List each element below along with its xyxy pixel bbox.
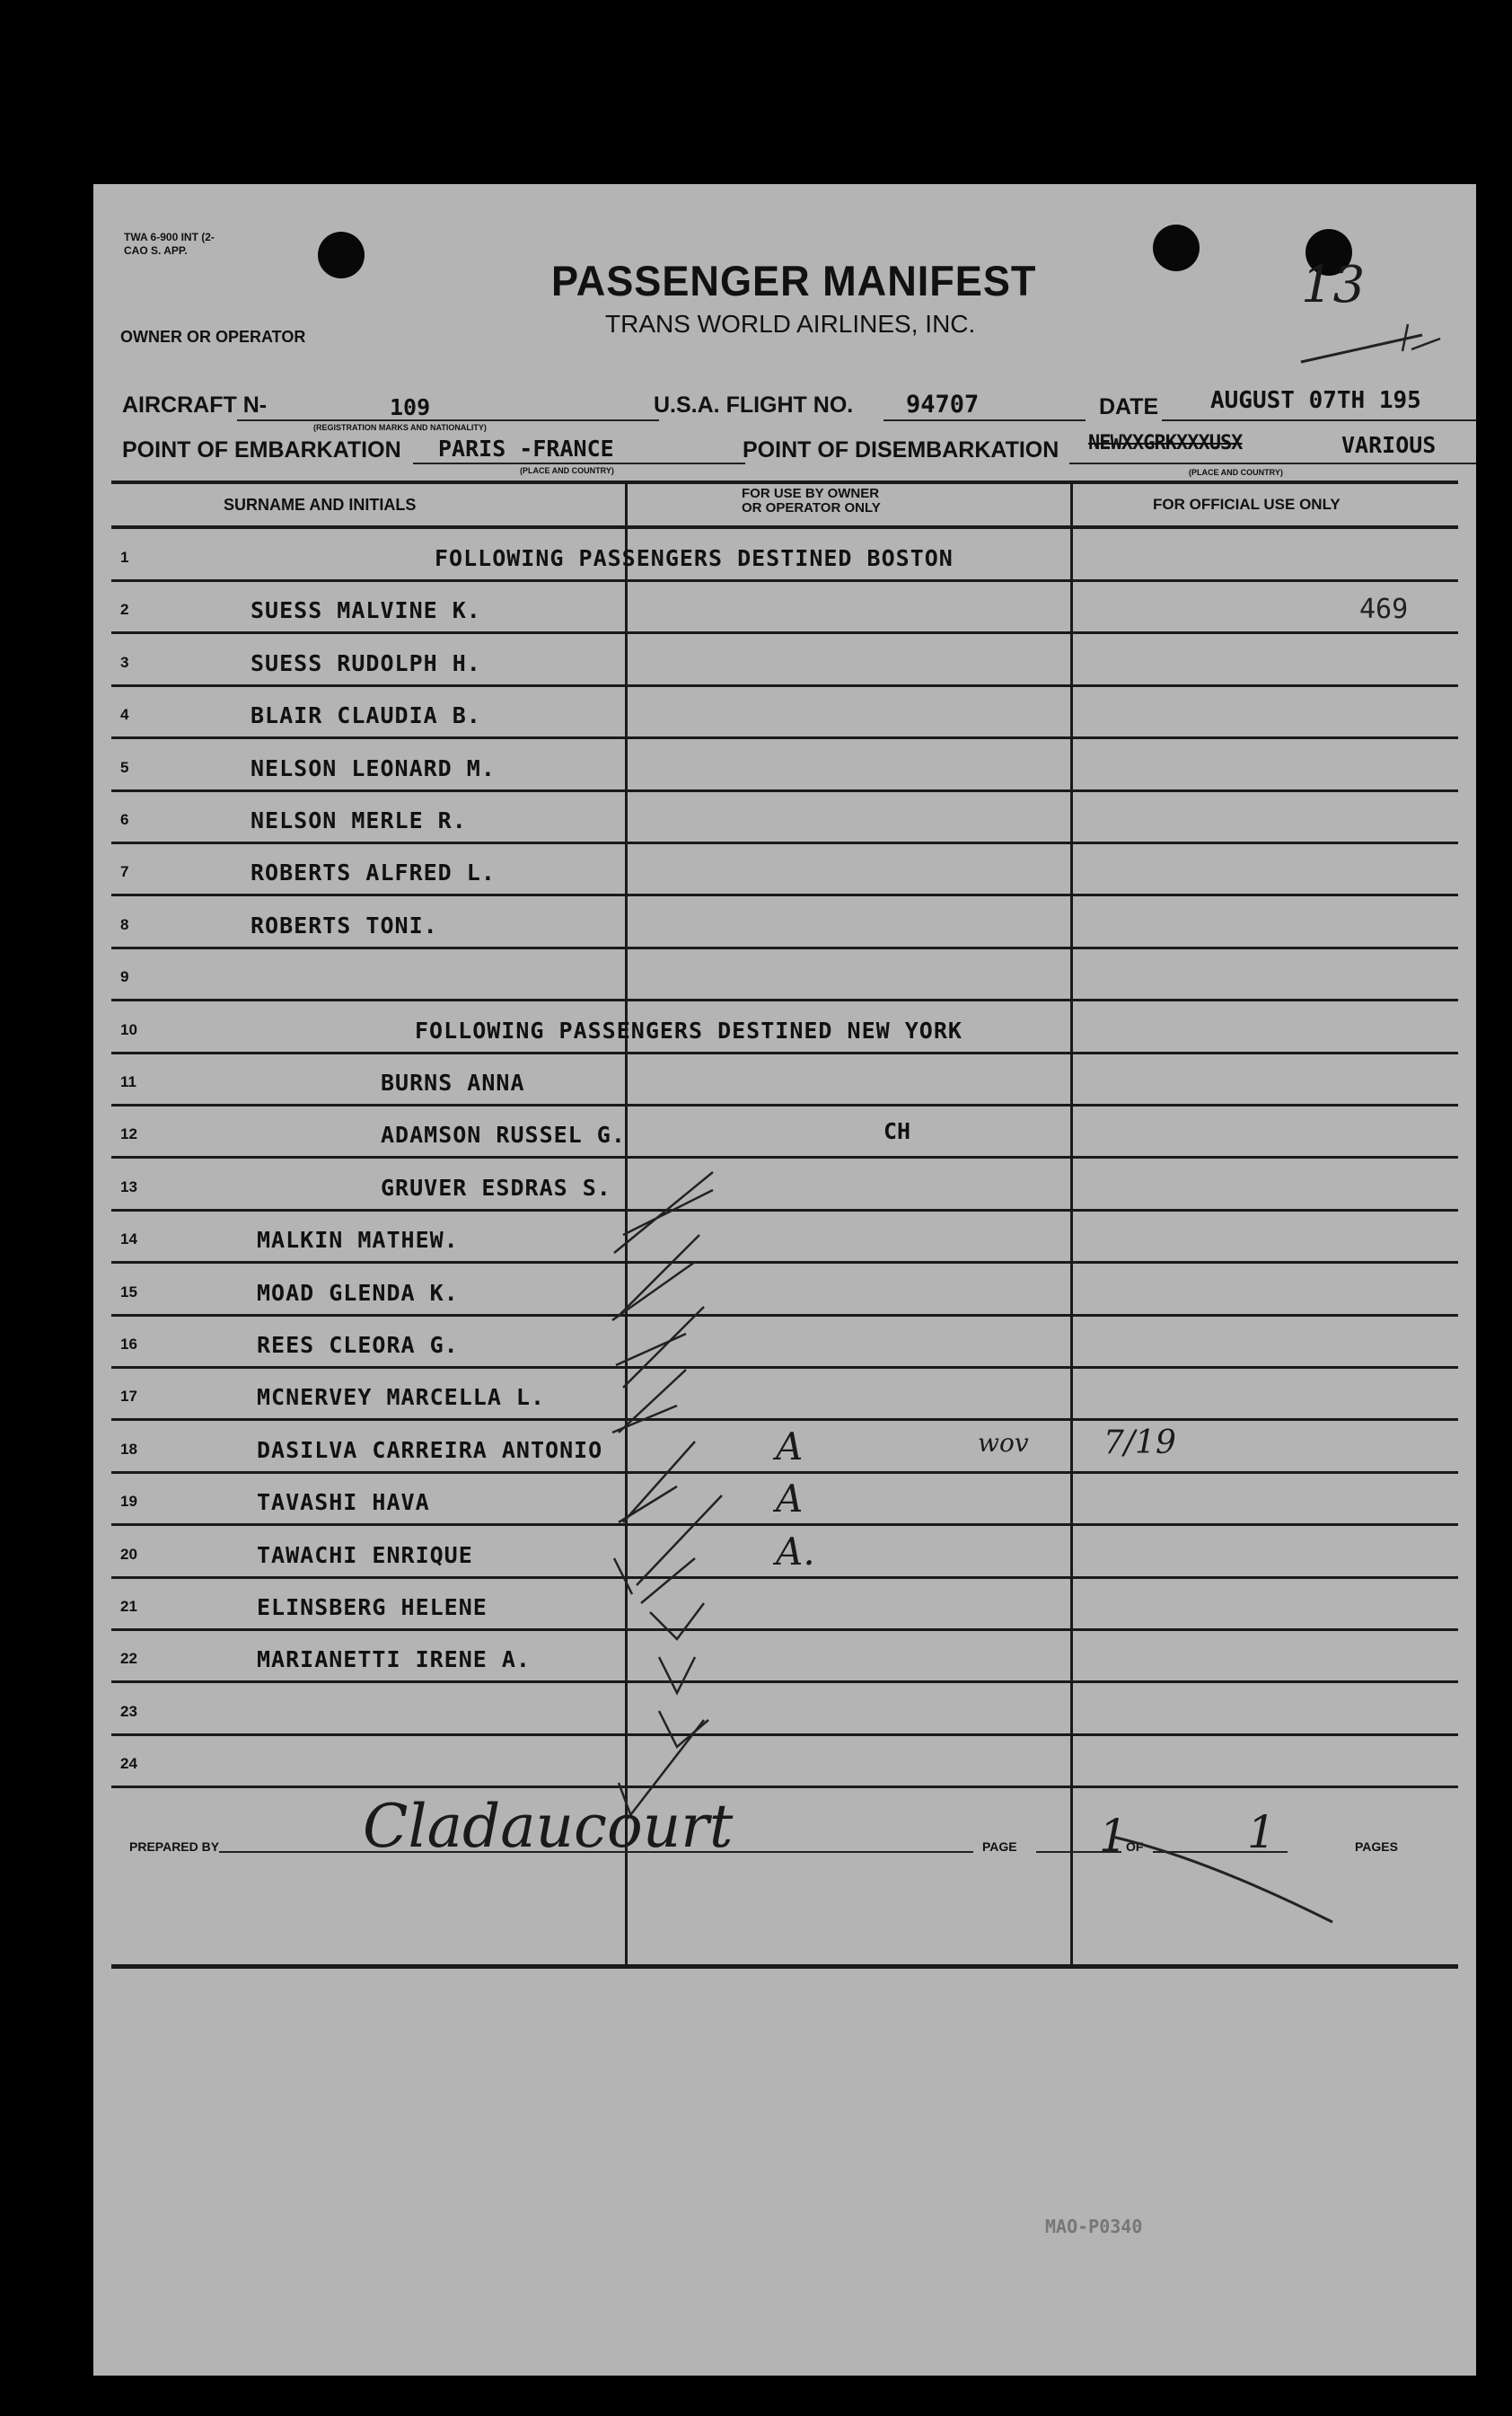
row-number: 9 bbox=[120, 968, 129, 986]
aircraft-underline bbox=[237, 419, 659, 421]
table-row bbox=[111, 896, 1458, 948]
form-number bbox=[124, 231, 215, 258]
page-mark-stroke bbox=[1297, 319, 1458, 373]
airline-name: TRANS WORLD AIRLINES, INC. bbox=[605, 310, 976, 338]
owner-label: OWNER OR OPERATOR bbox=[120, 328, 306, 346]
punch-hole-center bbox=[1153, 225, 1200, 271]
passenger-name: ROBERTS TONI. bbox=[251, 912, 438, 939]
row18-note: wov bbox=[978, 1428, 1029, 1458]
disembark-label: POINT OF DISEMBARKATION bbox=[743, 437, 1059, 463]
section-heading: FOLLOWING PASSENGERS DESTINED NEW YORK bbox=[415, 1017, 963, 1044]
disembark-underline bbox=[1069, 463, 1476, 464]
aircraft-value: 109 bbox=[390, 394, 431, 420]
passenger-name: GRUVER ESDRAS S. bbox=[381, 1174, 611, 1201]
passenger-name: ROBERTS ALFRED L. bbox=[251, 860, 496, 886]
embark-caption: (PLACE AND COUNTRY) bbox=[520, 466, 614, 475]
embark-label: POINT OF EMBARKATION bbox=[122, 437, 401, 463]
table-bottom-rule bbox=[111, 1964, 1458, 1969]
passenger-name: SUESS MALVINE K. bbox=[251, 597, 481, 624]
row-number: 17 bbox=[120, 1388, 137, 1406]
table-row bbox=[111, 1001, 1458, 1054]
row-number: 7 bbox=[120, 863, 129, 881]
row-number: 3 bbox=[120, 653, 129, 671]
page-mark: 13 bbox=[1301, 256, 1366, 314]
table-row bbox=[111, 948, 1458, 1001]
row-number: 13 bbox=[120, 1177, 137, 1195]
date-underline bbox=[1162, 419, 1476, 421]
punch-hole-left bbox=[318, 232, 365, 278]
row-number: 6 bbox=[120, 811, 129, 828]
aircraft-label: AIRCRAFT N- bbox=[122, 392, 268, 418]
table-row bbox=[111, 1054, 1458, 1106]
passenger-name: MOAD GLENDA K. bbox=[257, 1279, 459, 1306]
table-row bbox=[111, 581, 1458, 633]
passenger-name: BURNS ANNA bbox=[381, 1070, 525, 1096]
column-header-owner bbox=[742, 487, 881, 516]
table-row bbox=[111, 686, 1458, 738]
of-value: 1 bbox=[1247, 1806, 1276, 1858]
archive-stamp: MAO-P0340 bbox=[1045, 2216, 1143, 2237]
row-number: 19 bbox=[120, 1493, 137, 1511]
date-value: AUGUST 07TH 195 bbox=[1210, 387, 1421, 414]
page-title: PASSENGER MANIFEST bbox=[551, 257, 1037, 304]
row-number: 10 bbox=[120, 1020, 137, 1038]
of-label: OF bbox=[1126, 1839, 1144, 1854]
table-top-rule bbox=[111, 481, 1458, 484]
flight-label: U.S.A. FLIGHT NO. bbox=[654, 392, 854, 418]
row-number: 8 bbox=[120, 915, 129, 933]
row-number: 16 bbox=[120, 1336, 137, 1353]
row-number: 15 bbox=[120, 1283, 137, 1301]
table-row bbox=[111, 634, 1458, 686]
page-slash bbox=[1108, 1828, 1341, 1927]
passenger-name: TAVASHI HAVA bbox=[257, 1489, 430, 1516]
pages-label: PAGES bbox=[1355, 1839, 1398, 1854]
official-entry: 469 bbox=[1359, 594, 1409, 626]
row-number: 24 bbox=[120, 1755, 137, 1773]
column-header-owner-line1: FOR USE BY OWNER bbox=[742, 486, 880, 501]
form-number-line1: TWA 6-900 INT (2- bbox=[124, 231, 215, 243]
flight-value: 94707 bbox=[906, 391, 980, 419]
row-number: 22 bbox=[120, 1650, 137, 1668]
row-number: 14 bbox=[120, 1230, 137, 1248]
section-heading: FOLLOWING PASSENGERS DESTINED BOSTON bbox=[435, 545, 954, 571]
official-entry: 7/19 bbox=[1103, 1424, 1176, 1461]
form-number-line2: CAO S. APP. bbox=[124, 244, 188, 257]
table-row bbox=[111, 843, 1458, 895]
disembark-caption: (PLACE AND COUNTRY) bbox=[1189, 468, 1283, 477]
disembark-value: VARIOUS bbox=[1341, 432, 1437, 458]
embark-underline bbox=[413, 463, 745, 464]
row-number: 5 bbox=[120, 758, 129, 776]
passenger-name: TAWACHI ENRIQUE bbox=[257, 1541, 473, 1568]
embark-value: PARIS -FRANCE bbox=[438, 436, 614, 462]
passenger-name: DASILVA CARREIRA ANTONIO bbox=[257, 1436, 603, 1463]
row-number: 1 bbox=[120, 549, 129, 566]
page-label: PAGE bbox=[982, 1839, 1017, 1854]
table-row bbox=[111, 791, 1458, 843]
page-value: 1 bbox=[1099, 1810, 1128, 1862]
row-number: 4 bbox=[120, 706, 129, 724]
row-number: 21 bbox=[120, 1598, 137, 1615]
row-number: 11 bbox=[120, 1073, 136, 1090]
passenger-name: NELSON MERLE R. bbox=[251, 807, 467, 833]
passenger-name: BLAIR CLAUDIA B. bbox=[251, 702, 481, 729]
passenger-name: MCNERVEY MARCELLA L. bbox=[257, 1384, 546, 1411]
table-row bbox=[111, 529, 1458, 581]
row-number: 20 bbox=[120, 1545, 137, 1563]
passenger-name: ELINSBERG HELENE bbox=[257, 1594, 488, 1620]
prepared-signature: Cladaucourt bbox=[363, 1792, 734, 1861]
owner-entry: A bbox=[776, 1477, 804, 1521]
passenger-name: NELSON LEONARD M. bbox=[251, 754, 496, 781]
column-header-official: FOR OFFICIAL USE ONLY bbox=[1153, 496, 1341, 513]
column-header-surname: SURNAME AND INITIALS bbox=[224, 496, 417, 514]
flight-underline bbox=[883, 419, 1086, 421]
passenger-name: MARIANETTI IRENE A. bbox=[257, 1646, 531, 1673]
row-number: 2 bbox=[120, 601, 129, 619]
passenger-name: SUESS RUDOLPH H. bbox=[251, 649, 481, 676]
manifest-sheet bbox=[93, 184, 1476, 2376]
prepared-label: PREPARED BY bbox=[129, 1839, 220, 1854]
check-marks bbox=[596, 1136, 866, 1855]
row-number: 12 bbox=[120, 1125, 137, 1143]
disembark-struck: NEWXXGRKXXXUSX bbox=[1088, 432, 1243, 454]
date-label: DATE bbox=[1099, 394, 1159, 419]
owner-entry: A bbox=[776, 1424, 804, 1468]
aircraft-caption: (REGISTRATION MARKS AND NATIONALITY) bbox=[313, 423, 487, 432]
passenger-name: MALKIN MATHEW. bbox=[257, 1227, 459, 1254]
table-row bbox=[111, 739, 1458, 791]
row-number: 23 bbox=[120, 1702, 137, 1720]
owner-entry: CH bbox=[883, 1118, 911, 1145]
passenger-name: REES CLEORA G. bbox=[257, 1332, 459, 1358]
row-number: 18 bbox=[120, 1440, 137, 1458]
column-header-owner-line2: OR OPERATOR ONLY bbox=[742, 500, 881, 516]
owner-entry: A. bbox=[776, 1529, 815, 1574]
passenger-name: ADAMSON RUSSEL G. bbox=[381, 1122, 626, 1149]
